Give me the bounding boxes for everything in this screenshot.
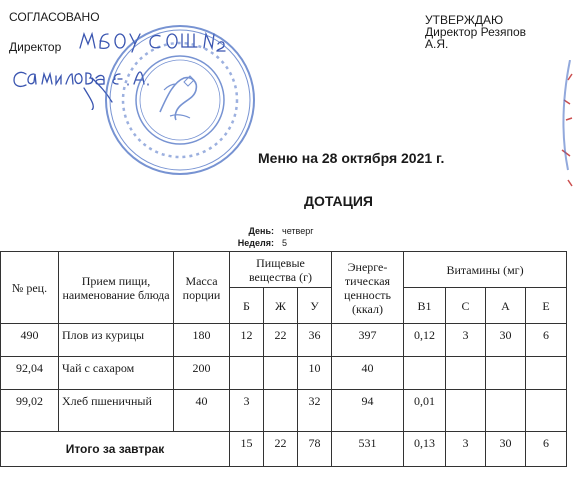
approved-right-line-1: УТВЕРЖДАЮ: [425, 13, 504, 27]
week-label: Неделя:: [237, 238, 274, 248]
col-b-header: Б: [230, 288, 264, 324]
cell-a: 30: [486, 324, 526, 357]
col-e-header: Е: [526, 288, 567, 324]
cell-a: [486, 390, 526, 432]
total-b: 15: [230, 432, 264, 467]
total-a: 30: [486, 432, 526, 467]
cell-c: 3: [446, 324, 486, 357]
cell-a: [486, 357, 526, 390]
cell-name: Чай с сахаром: [59, 357, 174, 390]
cell-b: [230, 357, 264, 390]
cell-energy: 94: [332, 390, 404, 432]
cell-name: Хлеб пшеничный: [59, 390, 174, 432]
cell-mass: 200: [174, 357, 230, 390]
cell-b: 3: [230, 390, 264, 432]
col-u-header: У: [298, 288, 332, 324]
table-row: [1, 357, 567, 390]
col-mass-header: Масса порции: [174, 252, 230, 324]
sheet-edge-decoration: [548, 60, 574, 210]
cell-e: 6: [526, 324, 567, 357]
col-vitamins-header: Витамины (мг): [404, 252, 567, 288]
cell-energy: 397: [332, 324, 404, 357]
cell-u: 10: [298, 357, 332, 390]
total-energy: 531: [332, 432, 404, 467]
col-c-header: С: [446, 288, 486, 324]
cell-zh: [264, 357, 298, 390]
cell-mass: 40: [174, 390, 230, 432]
week-row: [226, 237, 314, 249]
day-row: [226, 225, 314, 237]
approved-left-heading: СОГЛАСОВАНО: [9, 10, 100, 24]
approved-right-line-3: А.Я.: [425, 37, 449, 51]
cell-mass: 180: [174, 324, 230, 357]
category-title: ДОТАЦИЯ: [304, 193, 373, 209]
approved-right-block: [425, 14, 526, 50]
col-rec-header: № рец.: [1, 252, 59, 324]
week-value: 5: [282, 238, 288, 248]
cell-zh: [264, 390, 298, 432]
cell-c: [446, 357, 486, 390]
cell-zh: 22: [264, 324, 298, 357]
cell-name: Плов из курицы: [59, 324, 174, 357]
total-e: 6: [526, 432, 567, 467]
cell-u: 36: [298, 324, 332, 357]
approved-right-line-2: Директор Резяпов: [425, 25, 527, 39]
col-nutrients-header: Пищевые вещества (г): [230, 252, 332, 288]
cell-rec: 92,04: [1, 357, 59, 390]
director-left-label: Директор: [9, 40, 62, 54]
cell-b1: [404, 357, 446, 390]
cell-b: 12: [230, 324, 264, 357]
table-row: [1, 390, 567, 432]
cell-rec: 490: [1, 324, 59, 357]
cell-u: 32: [298, 390, 332, 432]
col-meal-header: Прием пищи, наименование блюда: [59, 252, 174, 324]
menu-date-title: Меню на 28 октября 2021 г.: [258, 150, 445, 166]
total-zh: 22: [264, 432, 298, 467]
day-week-meta: [226, 225, 314, 249]
cell-c: [446, 390, 486, 432]
total-label: Итого за завтрак: [1, 432, 230, 467]
cell-energy: 40: [332, 357, 404, 390]
col-energy-header: Энерге-тическая ценность (ккал): [332, 252, 404, 324]
cell-rec: 99,02: [1, 390, 59, 432]
col-a-header: А: [486, 288, 526, 324]
day-value: четверг: [282, 226, 314, 236]
school-stamp: [100, 20, 260, 180]
cell-e: [526, 390, 567, 432]
table-row: [1, 324, 567, 357]
menu-table: [0, 251, 567, 467]
cell-b1: 0,01: [404, 390, 446, 432]
table-header-row: [1, 252, 567, 288]
total-u: 78: [298, 432, 332, 467]
cell-e: [526, 357, 567, 390]
cell-b1: 0,12: [404, 324, 446, 357]
col-b1-header: В1: [404, 288, 446, 324]
total-b1: 0,13: [404, 432, 446, 467]
day-label: День:: [248, 226, 274, 236]
col-zh-header: Ж: [264, 288, 298, 324]
total-row: [1, 432, 567, 467]
total-c: 3: [446, 432, 486, 467]
